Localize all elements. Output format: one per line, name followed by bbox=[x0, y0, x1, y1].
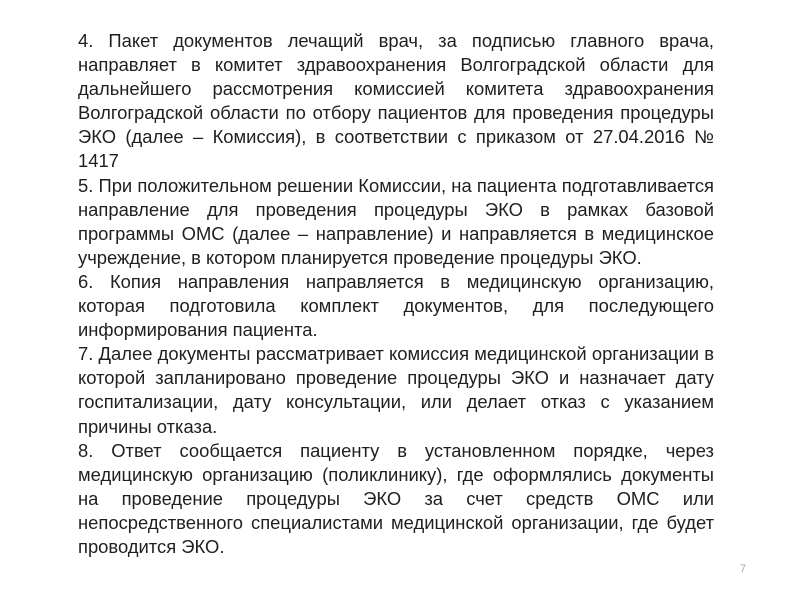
paragraph-5: 5. При положительном решении Комиссии, на пациента подготавливается направление для проведения процедуры ЭКО в рамках базовой программы ОМС (далее – направление) и направляется в медицинское учреждение, в котором планируется проведение процедуры ЭКО. bbox=[78, 174, 714, 268]
paragraph-7: 7. Далее документы рассматривает комиссия медицинской организации в которой запланировано проведение процедуры ЭКО и назначает дату госпитализации, дату консультации, или делает отказ с указанием причины отказа. bbox=[78, 343, 714, 437]
page-number: 7 bbox=[740, 563, 747, 575]
paragraph-8: 8. Ответ сообщается пациенту в установленном порядке, через медицинскую организацию (поликлинику), где оформлялись документы на проведение процедуры ЭКО за счет средств ОМС или непосредственного специалистами медицинской организации, где будет проводится ЭКО. bbox=[78, 439, 714, 557]
document-body bbox=[78, 29, 714, 559]
paragraph-4: 4. Пакет документов лечащий врач, за подписью главного врача, направляет в комитет здравоохранения Волгоградской области для дальнейшего рассмотрения комиссией комитета здравоохранения Волгоградской области по отбору пациентов для проведения процедуры ЭКО (далее – Комиссия), в соответствии с приказом от 27.04.2016 № 1417 bbox=[78, 30, 714, 172]
paragraph-6: 6. Копия направления направляется в медицинскую организацию, которая подготовила комплект документов, для последующего информирования пациента. bbox=[78, 270, 714, 341]
